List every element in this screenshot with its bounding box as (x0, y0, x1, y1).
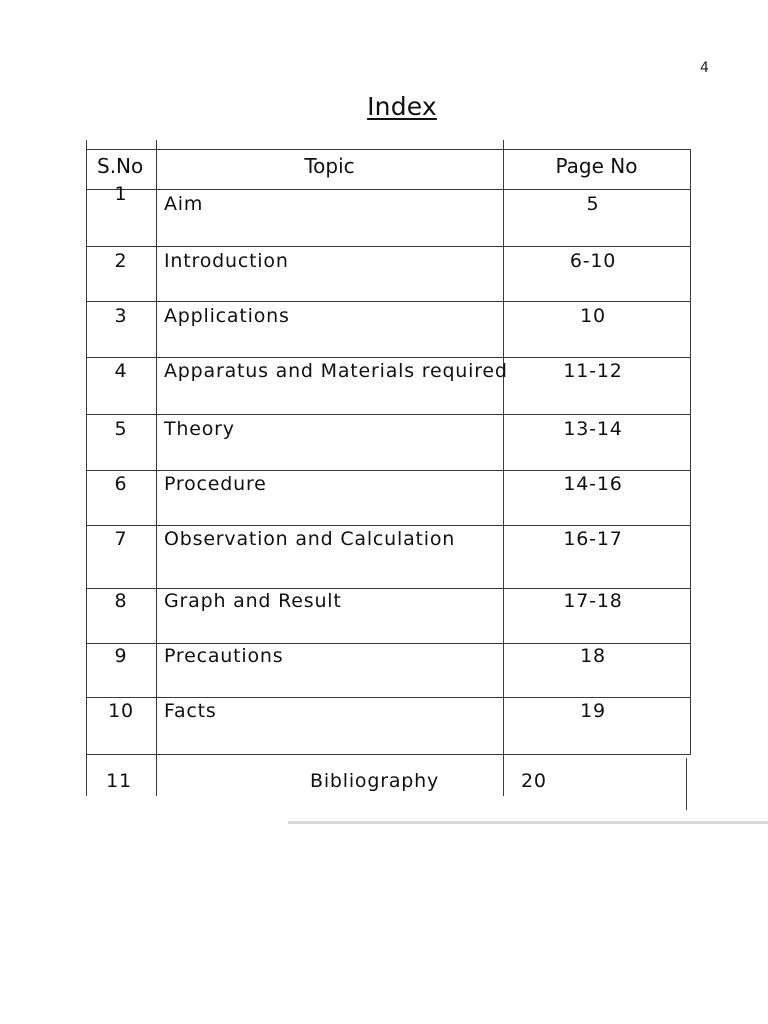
row-sno: 6 (114, 473, 128, 495)
row-topic: Applications (164, 305, 290, 327)
row-page: 5 (586, 193, 600, 215)
table-border-right (690, 149, 691, 754)
row-sno: 10 (108, 700, 134, 722)
header-topic: Topic (304, 154, 355, 178)
row-topic: Procedure (164, 473, 267, 495)
table-rule (86, 246, 691, 247)
table-rule (86, 697, 691, 698)
row-topic: Introduction (164, 250, 289, 272)
table-rule (86, 149, 691, 150)
row-sno: 11 (106, 770, 132, 792)
table-rule (86, 189, 691, 190)
row-topic: Graph and Result (164, 590, 342, 612)
row-page: 19 (580, 700, 606, 722)
row-sno: 9 (114, 645, 128, 667)
table-rule (86, 470, 691, 471)
table-rule (86, 643, 691, 644)
row-page: 20 (521, 770, 547, 792)
row-page: 14-16 (563, 473, 623, 495)
row-sno: 8 (114, 590, 128, 612)
row-sno: 7 (114, 528, 128, 550)
row-page: 10 (580, 305, 606, 327)
table-border-right-last (686, 758, 687, 810)
row-sno: 1 (114, 183, 128, 205)
row-page: 18 (580, 645, 606, 667)
table-rule (86, 525, 691, 526)
page-number: 4 (700, 60, 709, 76)
page-title: Index (367, 92, 437, 121)
table-rule (86, 301, 691, 302)
table-rule (86, 754, 691, 755)
row-page: 17-18 (563, 590, 623, 612)
header-sno: S.No (97, 154, 144, 178)
row-sno: 2 (114, 250, 128, 272)
header-page: Page No (555, 154, 638, 178)
row-topic: Bibliography (309, 770, 440, 792)
row-topic: Aim (164, 193, 204, 215)
row-page: 16-17 (563, 528, 623, 550)
row-page: 6-10 (569, 250, 617, 272)
row-topic: Facts (164, 700, 217, 722)
row-page: 13-14 (563, 418, 623, 440)
table-rule (86, 414, 691, 415)
row-topic: Observation and Calculation (164, 528, 456, 550)
row-topic: Theory (164, 418, 235, 440)
row-topic: Precautions (164, 645, 284, 667)
row-sno: 5 (114, 418, 128, 440)
row-sno: 4 (114, 360, 128, 382)
row-sno: 3 (114, 305, 128, 327)
row-topic: Apparatus and Materials required (164, 360, 508, 382)
page-divider (288, 821, 768, 824)
row-page: 11-12 (563, 360, 623, 382)
table-rule (86, 588, 691, 589)
table-rule (86, 357, 691, 358)
